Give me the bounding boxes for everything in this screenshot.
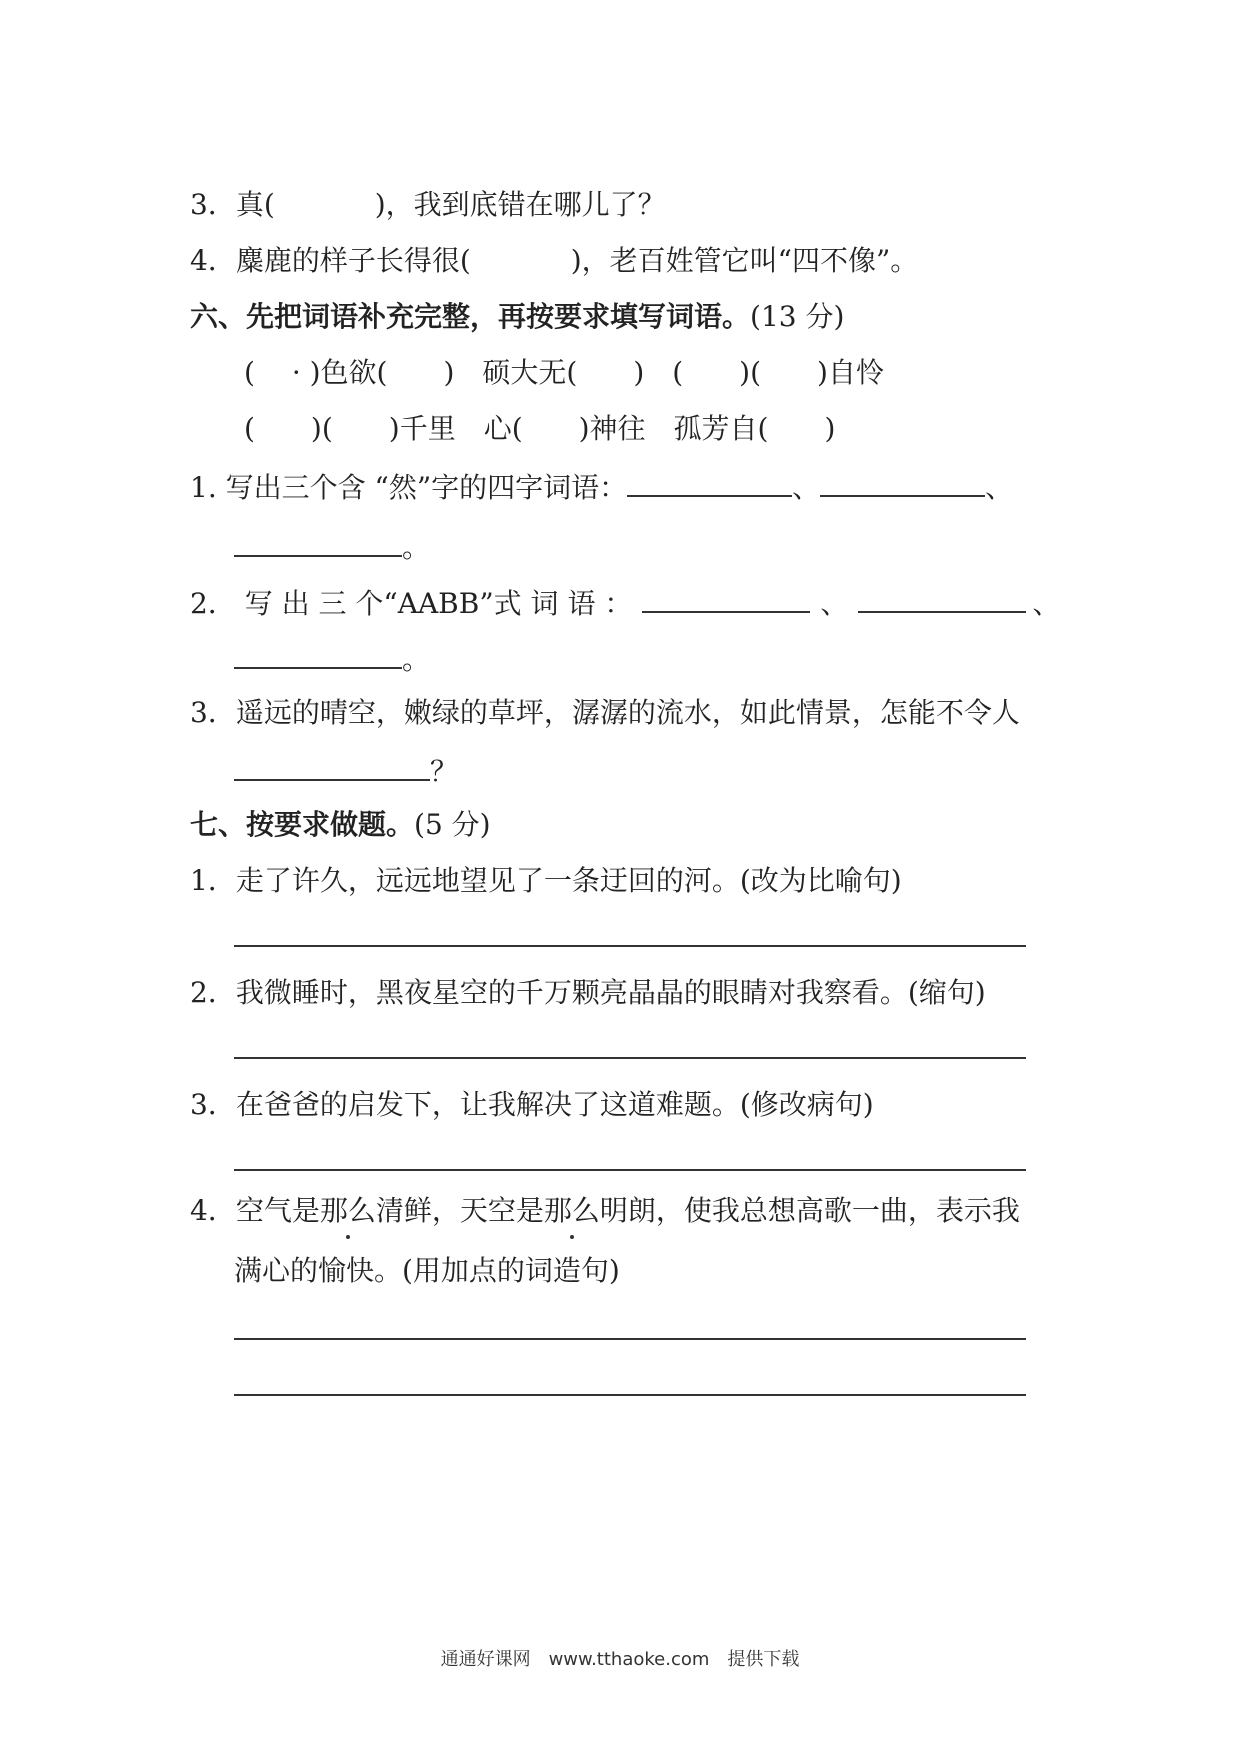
section-6-heading <box>190 297 844 337</box>
section-7-q2: 2．我微睡时，黑夜星空的千万颗亮晶晶的眼睛对我察看。(缩句) <box>190 976 986 1009</box>
section-7-heading <box>190 805 491 845</box>
section-6-q1 <box>190 465 1013 508</box>
item-4-post: )，老百姓管它叫“四不像”。 <box>570 244 919 277</box>
section-6-q2-cont <box>234 637 430 680</box>
answer-line[interactable] <box>234 1394 1026 1396</box>
q1-text: 1. 写出三个含 “然”字的四字词语： <box>190 471 628 504</box>
period: 。 <box>402 531 431 564</box>
q4-text: 4．空气是 <box>190 1194 320 1227</box>
section-6-q2 <box>190 581 1060 624</box>
section-7-q3: 3．在爸爸的启发下，让我解决了这道难题。(修改病句) <box>190 1088 874 1121</box>
section-7-q1: 1．走了许久，远远地望见了一条迂回的河。(改为比喻句) <box>190 864 902 897</box>
separator: 、 <box>985 471 1014 504</box>
section-6-row-2: ( )( )千里 心( )神往 孤芳自( ) <box>244 412 836 445</box>
answer-blank[interactable] <box>820 465 985 497</box>
answer-line[interactable] <box>234 1169 1026 1171</box>
question-mark: ？ <box>430 755 459 788</box>
answer-blank[interactable] <box>234 749 430 781</box>
answer-blank[interactable] <box>234 637 402 669</box>
section-7-title: 七、按要求做题。 <box>190 808 415 841</box>
footer-credit: 通通好课网 www.tthaoke.com 提供下载 <box>440 1649 800 1670</box>
q2-text: 2． 写 出 三 个“AABB”式 词 语 ： <box>190 587 633 620</box>
item-3 <box>190 185 666 225</box>
section-7-q4-line2: 满心的愉快。(用加点的词造句) <box>234 1254 620 1287</box>
answer-blank[interactable] <box>642 581 810 613</box>
answer-line[interactable] <box>234 1338 1026 1340</box>
answer-blank[interactable] <box>627 465 792 497</box>
section-6-row-1: ( · )色欲( ) 硕大无( ) ( )( )自怜 <box>244 356 884 389</box>
separator: 、 <box>792 471 821 504</box>
dotted-word: 那么 <box>544 1191 600 1231</box>
answer-line[interactable] <box>234 945 1026 947</box>
answer-line[interactable] <box>234 1057 1026 1059</box>
section-6-q3: 3．遥远的晴空，嫩绿的草坪，潺潺的流水，如此情景，怎能不令人 <box>190 696 1020 729</box>
item-4-pre: 4．麋鹿的样子长得很( <box>190 244 471 277</box>
answer-blank[interactable] <box>234 525 402 557</box>
item-3-post: )，我到底错在哪儿了？ <box>374 188 666 221</box>
section-6-q3-cont <box>234 749 458 792</box>
q4-text: 明朗，使我总想高歌一曲，表示我 <box>599 1194 1020 1227</box>
period: 。 <box>402 643 431 676</box>
q4-text: 清鲜，天空是 <box>375 1194 544 1227</box>
answer-blank[interactable] <box>858 581 1026 613</box>
section-6-points: (13 分) <box>750 300 845 333</box>
separator: 、 <box>820 587 849 620</box>
section-6-title: 六、先把词语补充完整，再按要求填写词语。 <box>190 300 751 333</box>
dotted-word: 那么 <box>320 1191 376 1231</box>
section-7-points: (5 分) <box>414 808 491 841</box>
item-4 <box>190 241 918 281</box>
section-7-q4 <box>190 1191 1020 1231</box>
separator: 、 <box>1032 587 1061 620</box>
section-6-q1-cont <box>234 525 430 568</box>
item-3-pre: 3．真( <box>190 188 275 221</box>
